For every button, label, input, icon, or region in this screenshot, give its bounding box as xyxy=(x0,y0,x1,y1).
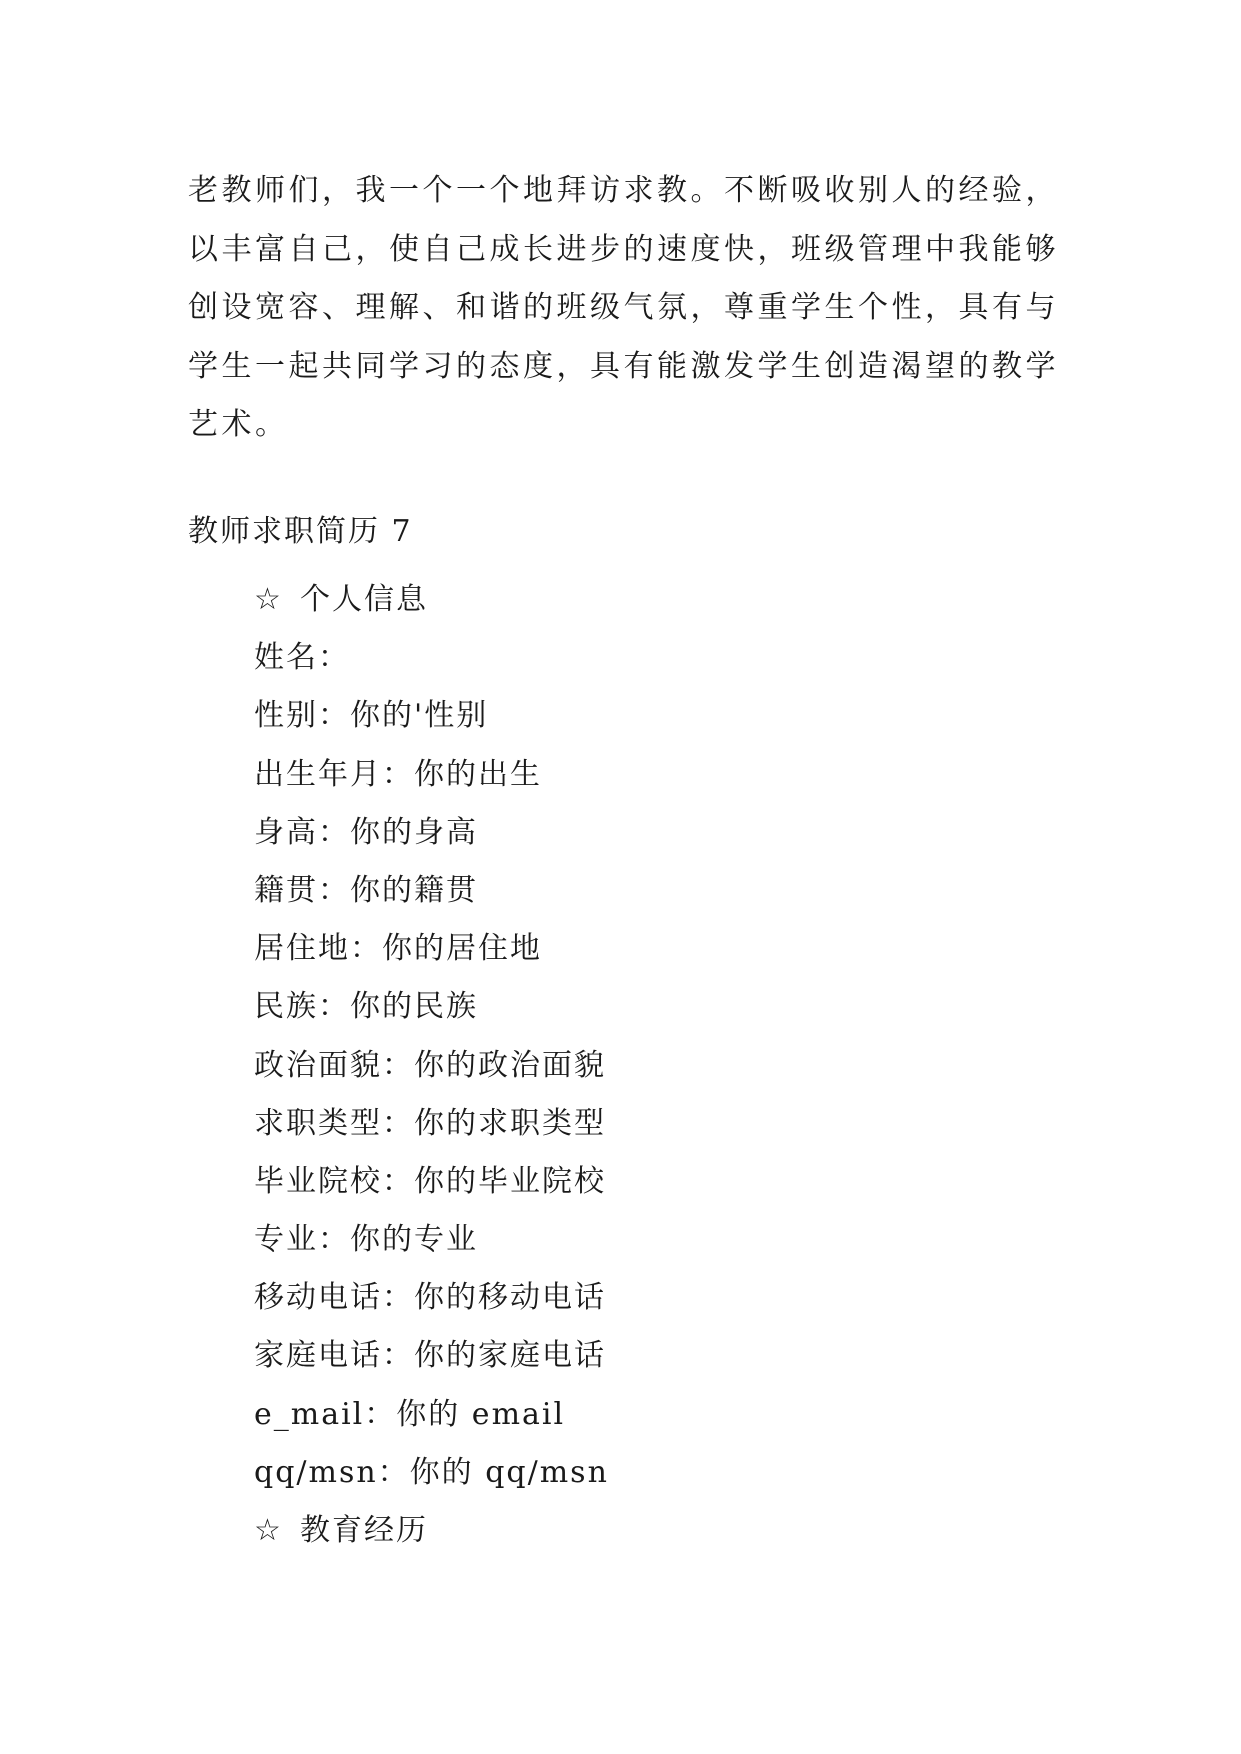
field-home-phone: 家庭电话：你的家庭电话 xyxy=(254,1338,606,1374)
paragraph-line: 学生一起共同学习的态度，具有能激发学生创造渴望的教学 xyxy=(188,348,1059,384)
heading-label: 教育经历 xyxy=(300,1513,428,1548)
field-name: 姓名： xyxy=(254,640,350,676)
personal-info-heading xyxy=(254,571,1054,629)
field-ethnicity: 民族：你的民族 xyxy=(254,989,478,1025)
field-height: 身高：你的身高 xyxy=(254,814,478,850)
education-heading xyxy=(254,1502,1054,1560)
field-school: 毕业院校：你的毕业院校 xyxy=(254,1163,606,1199)
section-title: 教师求职简历 7 xyxy=(188,514,413,549)
field-email: e_mail：你的 email xyxy=(254,1396,566,1432)
star-icon: ☆ xyxy=(254,582,283,617)
field-residence: 居住地：你的居住地 xyxy=(254,931,542,967)
star-icon: ☆ xyxy=(254,1513,283,1548)
intro-paragraph xyxy=(188,162,1088,455)
field-political-status: 政治面貌：你的政治面貌 xyxy=(254,1047,606,1083)
paragraph-line: 以丰富自己，使自己成长进步的速度快，班级管理中我能够 xyxy=(188,231,1059,267)
paragraph-line: 艺术。 xyxy=(188,407,289,442)
field-mobile-phone: 移动电话：你的移动电话 xyxy=(254,1280,606,1316)
resume-info-list xyxy=(254,571,1054,1560)
heading-label: 个人信息 xyxy=(300,582,428,617)
field-job-type: 求职类型：你的求职类型 xyxy=(254,1105,606,1141)
paragraph-line: 创设宽容、理解、和谐的班级气氛，尊重学生个性，具有与 xyxy=(188,290,1059,325)
field-native-place: 籍贯：你的籍贯 xyxy=(254,872,478,908)
field-qq-msn: qq/msn：你的 qq/msn xyxy=(254,1454,609,1490)
field-major: 专业：你的专业 xyxy=(254,1222,478,1258)
field-gender: 性别：你的'性别 xyxy=(254,698,489,734)
field-birth-date: 出生年月：你的出生 xyxy=(254,756,542,792)
paragraph-line: 老教师们，我一个一个地拜访求教。不断吸收别人的经验， xyxy=(188,173,1059,208)
